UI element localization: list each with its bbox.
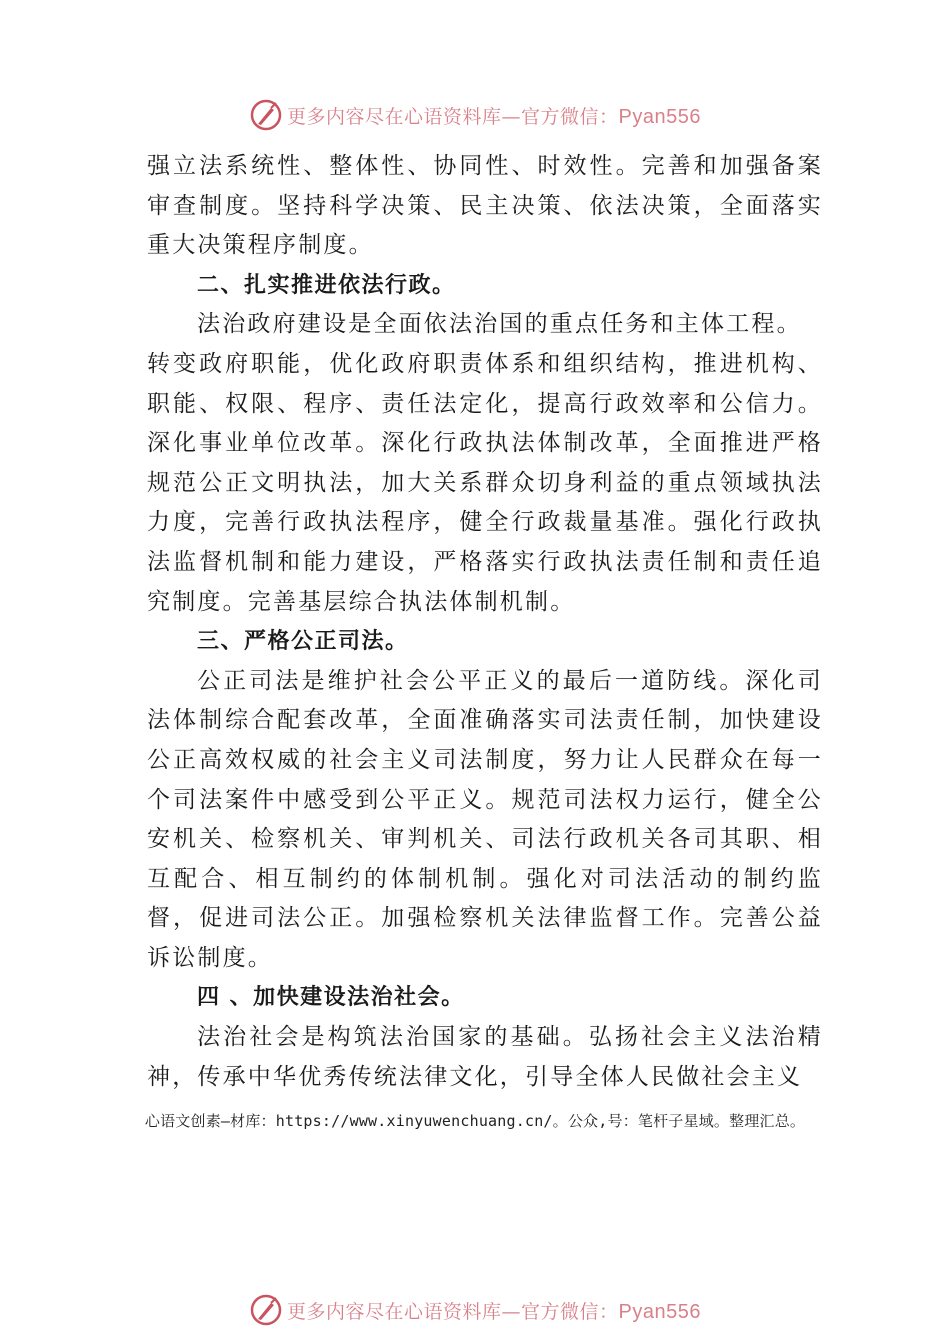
header-cn-text: 更多内容尽在心语资料库—官方微信：: [287, 105, 619, 128]
header-text: [287, 102, 701, 129]
header-wechat-id: Pyan556: [618, 105, 701, 128]
header-cn-text: 更多内容尽在心语资料库—官方微信：: [287, 1300, 619, 1323]
document-body: [147, 147, 823, 1097]
page-header-top: [0, 95, 950, 135]
paragraph-4: 法治社会是构筑法治国家的基础。弘扬社会主义法治精神，传承中华优秀传统法律文化，引导全体人民做社会主义: [147, 1024, 823, 1090]
section-heading-2: 二、扎实推进依法行政。: [197, 272, 456, 298]
header-wechat-id: Pyan556: [618, 1300, 701, 1323]
quill-logo-icon: [249, 98, 283, 132]
paragraph-2a: 法治政府建设是全面依法治国的重点任务和主体工程。: [197, 311, 802, 338]
quill-logo-icon: [249, 1293, 283, 1327]
paragraph-1: 强立法系统性、整体性、协同性、时效性。完善和加强备案审查制度。坚持科学决策、民主决策、依法决策，全面落实重大决策程序制度。: [147, 153, 823, 259]
section-heading-3: 三、严格公正司法。: [197, 629, 409, 655]
section-heading-4: 四 、加快建设法治社会。: [197, 985, 465, 1011]
paragraph-3: 公正司法是维护社会公平正义的最后一道防线。深化司法体制综合配套改革，全面准确落实司法责任制，加快建设公正高效权威的社会主义司法制度，努力让人民群众在每一个司法案件中感受到公平正义。规范司法权力运行，健全公安机关、检察机关、审判机关、司法行政机关各司其职、相互配合、相互制约的体制机制。强化对司法活动的制约监督，促进司法公正。加强检察机关法律监督工作。完善公益诉讼制度。: [147, 667, 823, 971]
source-footnote: 心语文创素—材库：https://www.xinyuwenchuang.cn/。公众,号：笔杆子星域。整理汇总。: [144, 1112, 806, 1130]
header-text: [287, 1297, 701, 1324]
page-header-bottom: [0, 1290, 950, 1330]
paragraph-2b: 转变政府职能，优化政府职责体系和组织结构，推进机构、 职能、权限、程序、责任法定化，提高行政效率和公信力。 深化事业单位改革。深化行政执法体制改革，全面推进严格规范公正文明执法，加大关系群众切身利益的重点领域执法力度，完善行政执法程序，健全行政裁量基准。强化行政执法监督机制和能力建设，严格落实行政执法责任制和责任追究制度。完善基层综合执法体制机制。: [147, 350, 823, 615]
